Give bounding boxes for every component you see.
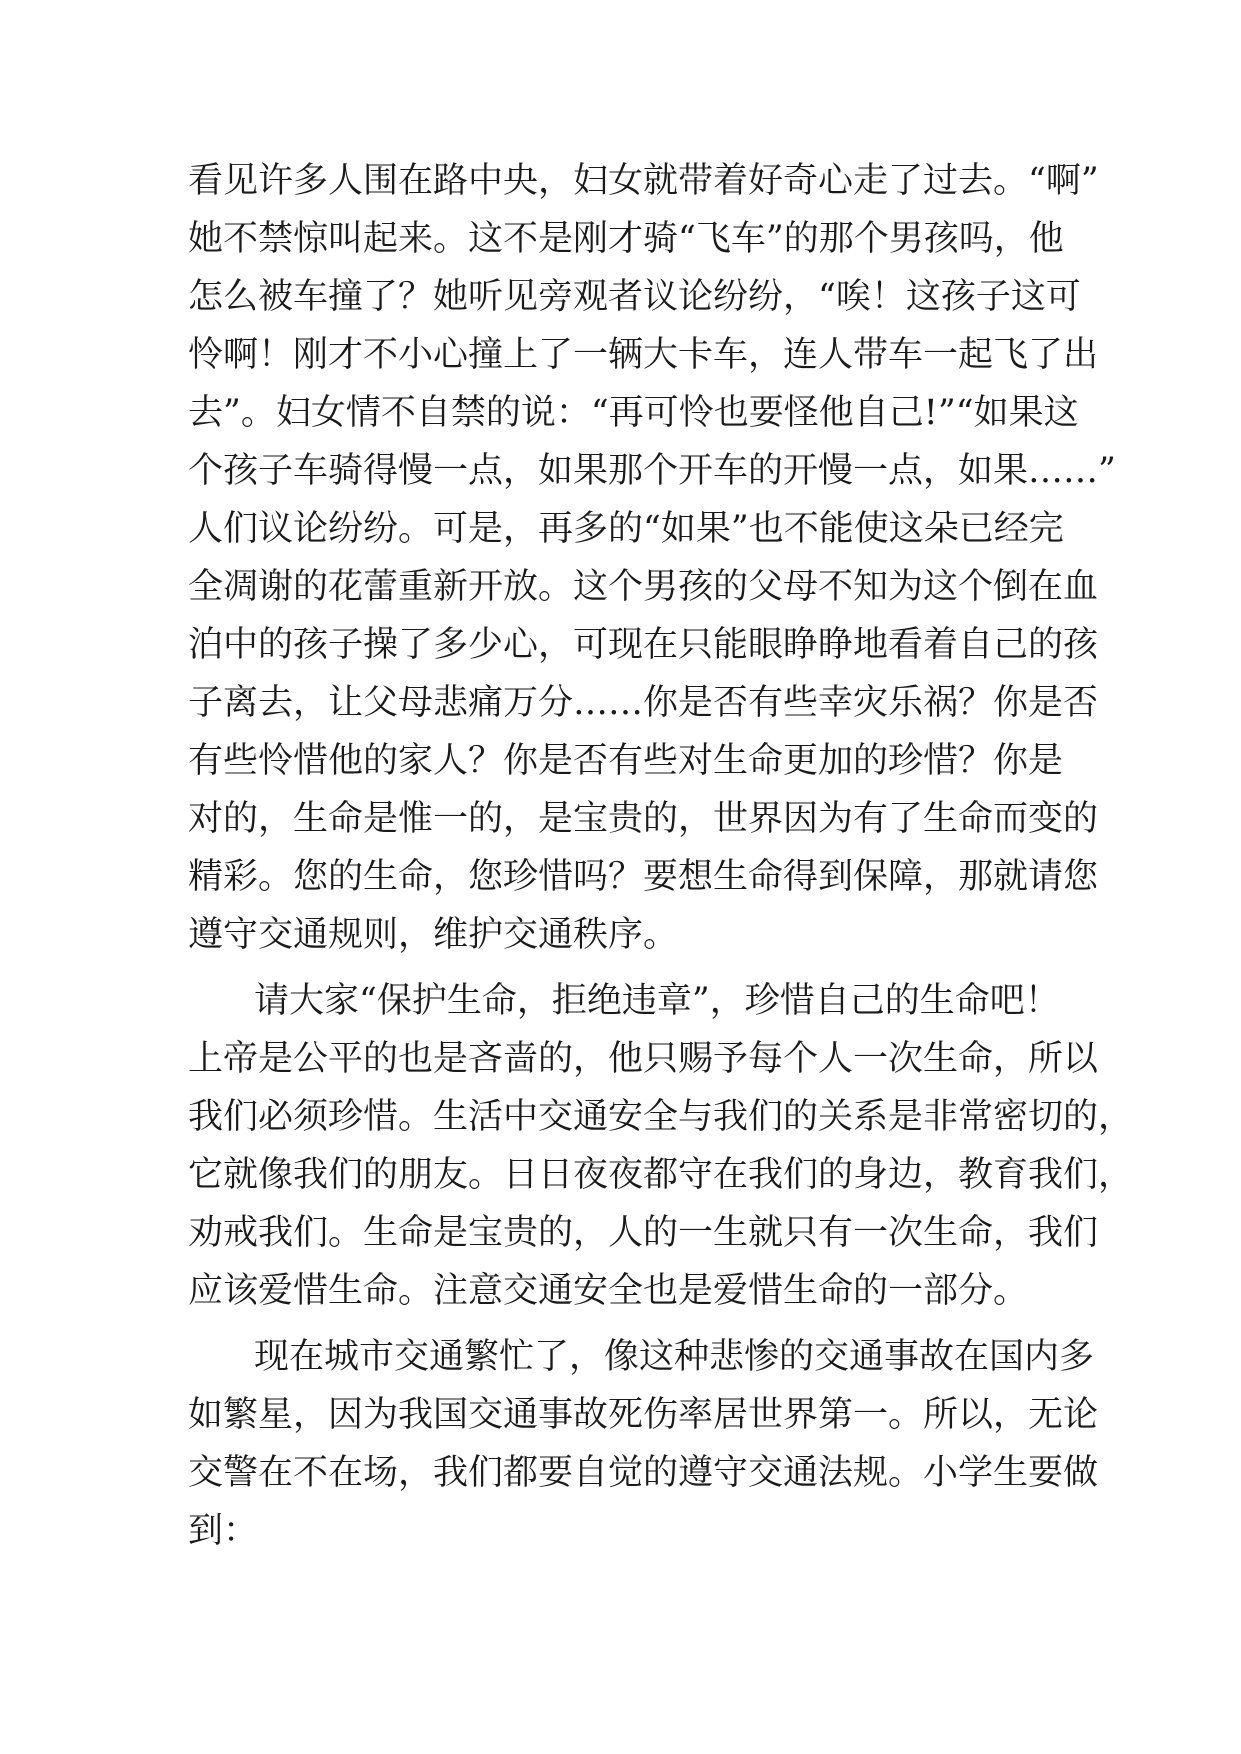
text-line: 请大家“保护生命，拒绝违章”，珍惜自己的生命吧！: [254, 981, 1060, 1021]
text-line: 到：: [188, 1511, 259, 1551]
paragraph-spacer: [188, 964, 1054, 972]
text-line: 应该爱惜生命。注意交通安全也是爱惜生命的一部分。: [188, 1271, 1029, 1311]
text-line: 她不禁惊叫起来。这不是刚才骑“飞车”的那个男孩吗，他: [188, 219, 1064, 259]
text-line: 交警在不在场，我们都要自觉的遵守交通法规。小学生要做: [188, 1453, 1099, 1493]
paragraph-1: [188, 152, 1116, 964]
text-line: 我们必须珍惜。生活中交通安全与我们的关系是非常密切的，: [188, 1097, 1134, 1137]
text-line: 去”。妇女情不自禁的说：“再可怜也要怪他自己!”“如果这: [188, 393, 1079, 433]
text-line: 现在城市交通繁忙了，像这种悲惨的交通事故在国内多: [254, 1337, 1095, 1377]
text-line: 精彩。您的生命，您珍惜吗？要想生命得到保障，那就请您: [188, 857, 1099, 897]
text-line: 怎么被车撞了？她听见旁观者议论纷纷，“唉！这孩子这可: [188, 277, 1081, 317]
paragraph-spacer: [188, 1320, 1054, 1328]
document-body: [188, 152, 1134, 1560]
paragraph-3: [188, 1328, 1099, 1560]
text-line: 怜啊！刚才不小心撞上了一辆大卡车，连人带车一起飞了出: [188, 335, 1099, 375]
text-line: 有些怜惜他的家人？你是否有些对生命更加的珍惜？你是: [188, 741, 1064, 781]
text-line: 上帝是公平的也是吝啬的，他只赐予每个人一次生命，所以: [188, 1039, 1099, 1079]
text-line: 泊中的孩子操了多少心，可现在只能眼睁睁地看着自己的孩: [188, 625, 1099, 665]
text-line: 全凋谢的花蕾重新开放。这个男孩的父母不知为这个倒在血: [188, 567, 1099, 607]
text-line: 它就像我们的朋友。日日夜夜都守在我们的身边，教育我们，: [188, 1155, 1134, 1195]
text-line: 人们议论纷纷。可是，再多的“如果”也不能使这朵已经完: [188, 509, 1064, 549]
text-line: 遵守交通规则，维护交通秩序。: [188, 915, 679, 955]
text-line: 个孩子车骑得慢一点，如果那个开车的开慢一点，如果……”: [188, 451, 1116, 491]
text-line: 对的，生命是惟一的，是宝贵的，世界因为有了生命而变的: [188, 799, 1099, 839]
text-line: 劝戒我们。生命是宝贵的，人的一生就只有一次生命，我们: [188, 1213, 1099, 1253]
text-line: 子离去，让父母悲痛万分……你是否有些幸灾乐祸？你是否: [188, 683, 1099, 723]
text-line: 如繁星，因为我国交通事故死伤率居世界第一。所以，无论: [188, 1395, 1099, 1435]
paragraph-2: [188, 972, 1134, 1320]
text-line: 看见许多人围在路中央，妇女就带着好奇心走了过去。“啊”: [188, 161, 1099, 201]
